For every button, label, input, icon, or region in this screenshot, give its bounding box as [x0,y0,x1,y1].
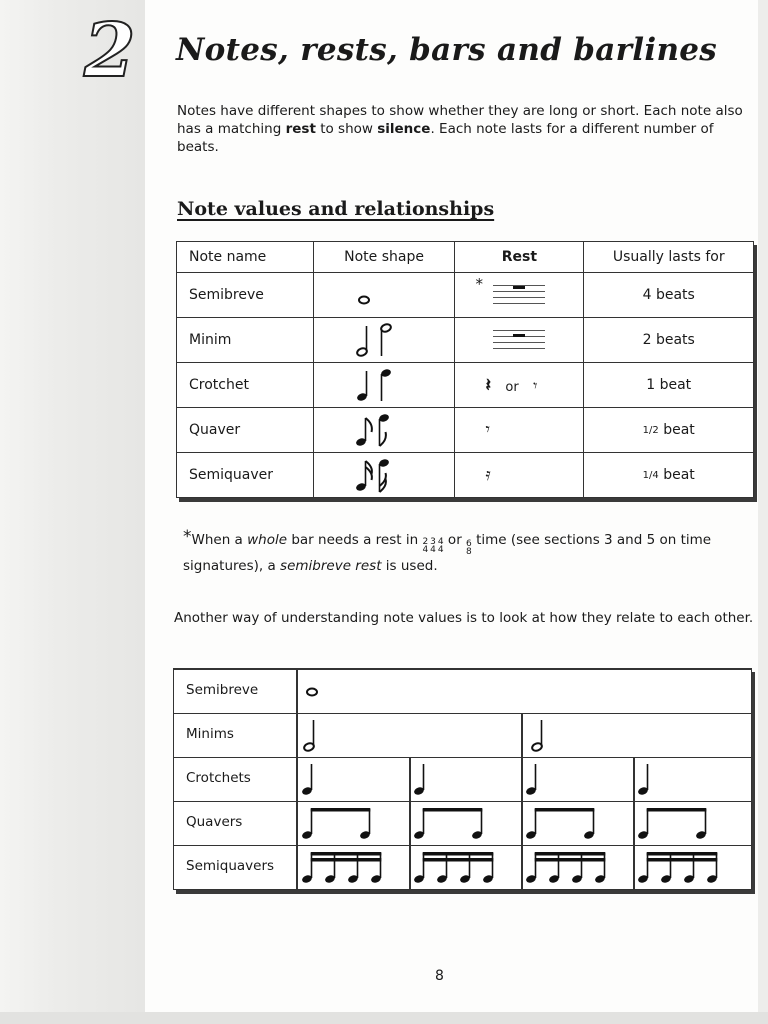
quaver-rest-icon: 𝄾 [455,408,584,453]
header-note-name: Note name [177,242,314,273]
page-number: 8 [435,968,444,984]
note-values-table [176,241,754,498]
minim-rest-icon [455,318,584,363]
note-relations-chart [173,668,752,890]
section-heading: Note values and relationships [177,198,495,220]
note-name: Semiquaver [177,453,314,498]
margin-band [0,0,145,1024]
row-label: Semiquavers [186,858,275,874]
crotchet-note-icon [523,759,623,801]
table-row-crotchet [177,363,754,408]
minim-note-icon [529,716,549,756]
row-label: Semibreve [186,682,259,698]
quaver-pair-icon [523,803,623,845]
note-name: Minim [177,318,314,363]
semiquaver-rest-icon: 𝄿 [455,453,584,498]
semiquaver-group-icon [411,847,511,889]
semiquaver-note-icon [313,453,455,498]
header-rest: Rest [455,242,584,273]
row-label: Minims [186,726,234,742]
row-label: Crotchets [186,770,251,786]
relations-row-quavers [174,801,751,845]
crotchet-note-icon [313,363,455,408]
row-label: Quavers [186,814,243,830]
header-lasts: Usually lasts for [584,242,754,273]
crotchet-note-icon [299,759,399,801]
time-signatures: 2 4 3 4 4 4 [422,537,444,555]
semibreve-note-icon [313,273,455,318]
table-header-row [177,242,754,273]
chapter-number: 2 [84,8,136,94]
chapter-title: Notes, rests, bars and barlines [176,32,718,68]
note-name: Crotchet [177,363,314,408]
quaver-pair-icon [635,803,735,845]
note-name: Semibreve [177,273,314,318]
quaver-note-icon [313,408,455,453]
minim-note-icon [301,716,321,756]
quaver-pair-icon [299,803,399,845]
relations-row-semibreve [174,669,751,713]
crotchet-note-icon [635,759,735,801]
relations-row-crotchets [174,757,751,801]
semiquaver-group-icon [635,847,735,889]
table-row-semiquaver [177,453,754,498]
relations-intro: Another way of understanding note values is to look at how they relate to each other. [174,610,754,626]
beats-value: 1 beat [584,363,754,408]
footnote: *When a whole bar needs a rest in 2 4 3 4 4 4 or 6 8 time (see sections 3 and 5 on time signatures), a semibreve rest is used. [183,527,712,574]
note-name: Quaver [177,408,314,453]
page-bottom-edge [0,1012,768,1024]
header-note-shape: Note shape [313,242,455,273]
intro-paragraph: Notes have different shapes to show whether they are long or short. Each note also has a matching rest to show silence. Each note lasts for a different number of beats. [177,103,743,155]
beats-value: 4 beats [584,273,754,318]
crotchet-note-icon [411,759,511,801]
semibreve-note-icon [303,682,323,702]
semiquaver-group-icon [523,847,623,889]
minim-note-icon [313,318,455,363]
table-row-quaver [177,408,754,453]
relations-row-minims [174,713,751,757]
relations-row-semiquavers [174,845,751,889]
semibreve-rest-icon [455,273,584,318]
table-row-semibreve [177,273,754,318]
quaver-pair-icon [411,803,511,845]
beats-value: 2 beats [584,318,754,363]
footnote-star: * [475,275,483,293]
beats-value: 1/2 beat [584,408,754,453]
semiquaver-group-icon [299,847,399,889]
table-row-minim [177,318,754,363]
page-right-edge [758,0,768,1024]
silence-keyword: silence [377,121,431,137]
or-label: or [505,379,519,395]
beats-value: 1/4 beat [584,453,754,498]
crotchet-rest-icon: 𝄽 or 𝄾 [455,363,584,408]
rest-keyword: rest [285,121,316,137]
